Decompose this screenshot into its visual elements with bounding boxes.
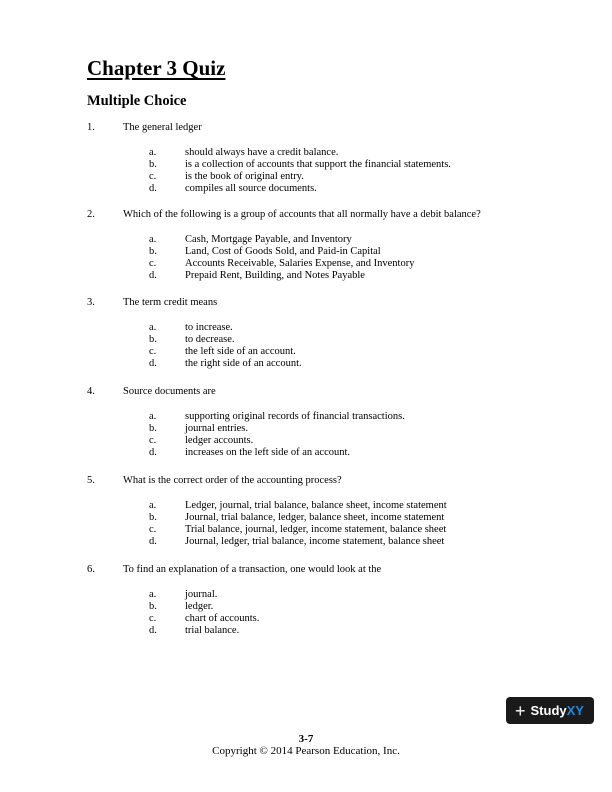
option-text: increases on the left side of an account. xyxy=(185,447,351,458)
option-letter: a. xyxy=(149,234,157,245)
option-text: chart of accounts. xyxy=(185,613,260,624)
plus-icon: + xyxy=(515,700,526,721)
option-text: Trial balance, journal, ledger, income statement, balance sheet xyxy=(185,524,447,535)
option-text: is the book of original entry. xyxy=(185,171,304,182)
option-letter: a. xyxy=(149,147,157,158)
option-text: to increase. xyxy=(185,322,233,333)
option-letter: c. xyxy=(149,171,157,182)
brand-main: Study xyxy=(530,703,567,718)
option-text: Accounts Receivable, Salaries Expense, and Inventory xyxy=(185,258,415,269)
page-number: 3-7 xyxy=(298,733,314,745)
section-title: Multiple Choice xyxy=(87,93,187,109)
option-text: Prepaid Rent, Building, and Notes Payable xyxy=(185,270,365,281)
question-text: Source documents are xyxy=(123,386,216,397)
question-number: 6. xyxy=(87,564,95,575)
option-letter: d. xyxy=(149,625,157,636)
option-text: should always have a credit balance. xyxy=(185,147,339,158)
option-text: the left side of an account. xyxy=(185,346,296,357)
brand-accent: XY xyxy=(566,703,584,718)
option-letter: c. xyxy=(149,435,157,446)
question-text: The general ledger xyxy=(123,122,202,133)
question-number: 2. xyxy=(87,209,95,220)
option-letter: b. xyxy=(149,423,157,434)
option-text: journal entries. xyxy=(185,423,248,434)
option-letter: b. xyxy=(149,246,157,257)
option-text: Journal, ledger, trial balance, income statement, balance sheet xyxy=(185,536,445,547)
option-text: ledger accounts. xyxy=(185,435,254,446)
option-letter: c. xyxy=(149,613,157,624)
option-letter: b. xyxy=(149,512,157,523)
studyxy-badge[interactable] xyxy=(506,697,594,724)
option-text: Cash, Mortgage Payable, and Inventory xyxy=(185,234,352,245)
question-text: Which of the following is a group of accounts that all normally have a debit balance? xyxy=(123,209,481,220)
question-number: 4. xyxy=(87,386,95,397)
question-number: 5. xyxy=(87,475,95,486)
option-letter: d. xyxy=(149,270,157,281)
option-letter: b. xyxy=(149,334,157,345)
option-letter: a. xyxy=(149,411,157,422)
question-text: To find an explanation of a transaction, one would look at the xyxy=(123,564,382,575)
option-text: is a collection of accounts that support the financial statements. xyxy=(185,159,451,170)
question-number: 1. xyxy=(87,122,95,133)
option-text: journal. xyxy=(185,589,218,600)
option-text: trial balance. xyxy=(185,625,240,636)
copyright: Copyright © 2014 Pearson Education, Inc. xyxy=(212,745,400,757)
question-number: 3. xyxy=(87,297,95,308)
option-letter: d. xyxy=(149,183,157,194)
question-text: The term credit means xyxy=(123,297,218,308)
option-letter: d. xyxy=(149,447,157,458)
option-text: Land, Cost of Goods Sold, and Paid-in Capital xyxy=(185,246,381,257)
option-text: the right side of an account. xyxy=(185,358,302,369)
option-text: compiles all source documents. xyxy=(185,183,317,194)
option-text: Ledger, journal, trial balance, balance sheet, income statement xyxy=(185,500,447,511)
option-letter: c. xyxy=(149,346,157,357)
question-text: What is the correct order of the accounting process? xyxy=(123,475,342,486)
option-letter: a. xyxy=(149,500,157,511)
option-letter: a. xyxy=(149,322,157,333)
option-text: Journal, trial balance, ledger, balance sheet, income statement xyxy=(185,512,445,523)
option-text: supporting original records of financial transactions. xyxy=(185,411,405,422)
option-letter: a. xyxy=(149,589,157,600)
option-letter: d. xyxy=(149,358,157,369)
page-title: Chapter 3 Quiz xyxy=(87,56,226,80)
option-letter: b. xyxy=(149,601,157,612)
option-letter: d. xyxy=(149,536,157,547)
option-letter: c. xyxy=(149,258,157,269)
option-letter: c. xyxy=(149,524,157,535)
option-letter: b. xyxy=(149,159,157,170)
option-text: ledger. xyxy=(185,601,214,612)
option-text: to decrease. xyxy=(185,334,235,345)
